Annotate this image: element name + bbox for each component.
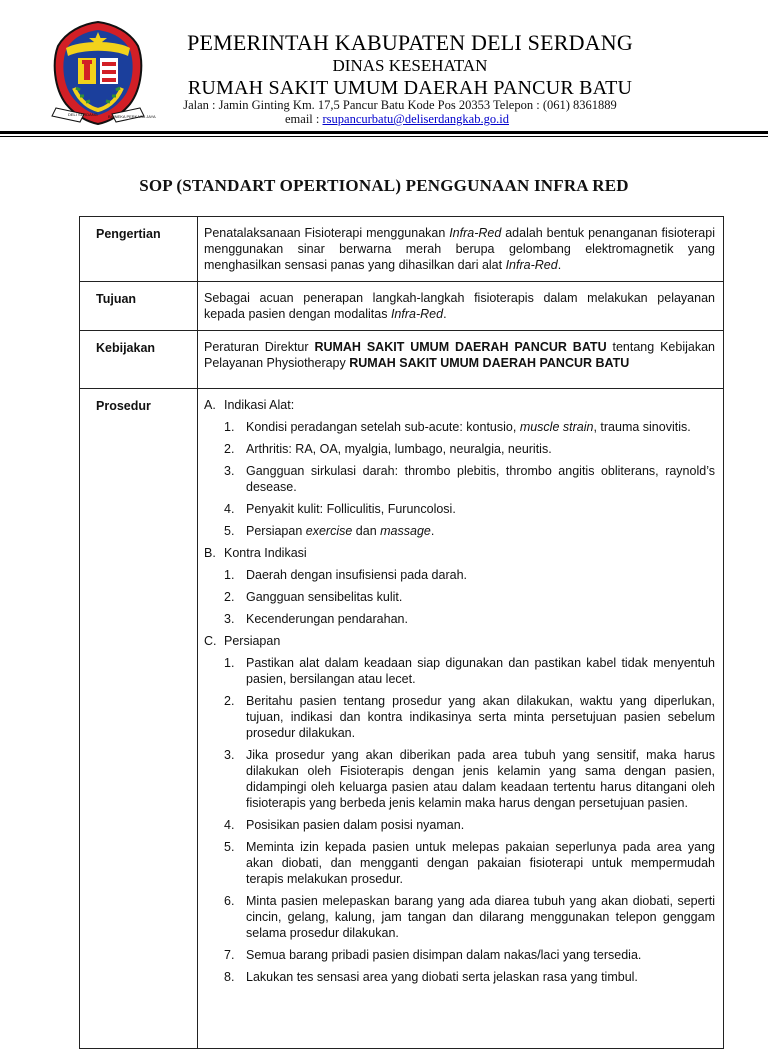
letterhead-government: PEMERINTAH KABUPATEN DELI SERDANG [187, 30, 633, 55]
list-item [224, 611, 715, 627]
item-number: 1. [224, 656, 235, 670]
item-number: 5. [224, 524, 235, 538]
letterhead-department: DINAS KESEHATAN [332, 56, 488, 75]
goal-text-a: Sebagai acuan penerapan langkah-langkah fisioterapis dalam melakukan pelayanan kepada pasien dengan modalitas [204, 291, 715, 321]
list-item [224, 419, 715, 435]
table-row-policy [80, 331, 724, 389]
item-text-a: Persiapan [246, 524, 306, 538]
item-number: 2. [224, 590, 235, 604]
list-item [224, 839, 715, 887]
item-text-a: Kondisi peradangan setelah sub-acute: kontusio, [246, 420, 520, 434]
document-title: SOP (STANDART OPERTIONAL) PENGGUNAAN INFRA RED [139, 176, 629, 195]
goal-text-b: . [443, 307, 447, 321]
section-title: Indikasi Alat: [224, 398, 295, 412]
label-goal: Tujuan [80, 282, 198, 331]
policy-bold-a: RUMAH SAKIT UMUM DAERAH PANCUR BATU [314, 340, 607, 354]
table-row-goal [80, 282, 724, 331]
item-text [246, 523, 715, 539]
section-letter: A. [204, 398, 216, 412]
section-indications [204, 397, 715, 413]
item-number: 8. [224, 970, 235, 984]
section-letter: B. [204, 546, 216, 560]
item-text: Minta pasien melepaskan barang yang ada diarea tubuh yang akan diobati, seperti cincin, gelang, kalung, jam tangan dan dilarang menggunakan telepon genggam selama prosedur dilakukan. [246, 894, 715, 940]
value-procedure [198, 389, 724, 1049]
item-number: 4. [224, 818, 235, 832]
policy-bold-b: RUMAH SAKIT UMUM DAERAH PANCUR BATU [349, 356, 630, 370]
item-em: muscle strain [519, 420, 594, 434]
table-row-definition [80, 217, 724, 282]
item-number: 6. [224, 894, 235, 908]
email-link[interactable]: rsupancurbatu@deliserdangkab.go.id [322, 112, 509, 126]
list-item [224, 567, 715, 583]
item-number: 1. [224, 568, 235, 582]
seal-ribbon-text: DELI SERDANG [68, 112, 98, 117]
sop-table [79, 216, 724, 1049]
list-item [224, 693, 715, 741]
policy-text-b: tentang Kebijakan Pelayanan Physiotherapy [204, 340, 715, 370]
item-text: Lakukan tes sensasi area yang diobati serta jelaskan rasa yang timbul. [246, 970, 638, 984]
item-text: Pastikan alat dalam keadaan siap digunakan dan pastikan kabel tidak menyentuh pasien, bersilangan atau lecet. [246, 656, 715, 686]
item-text-b: dan [352, 524, 381, 538]
item-number: 4. [224, 502, 235, 516]
definition-em-a: Infra-Red [449, 226, 502, 240]
item-em: exercise [305, 524, 353, 538]
table-row-procedure [80, 389, 724, 1049]
section-title: Persiapan [224, 634, 281, 648]
section-contraindications [204, 545, 715, 561]
letterhead-hospital: RUMAH SAKIT UMUM DAERAH PANCUR BATU [187, 77, 633, 99]
deli-serdang-seal-icon [50, 18, 156, 126]
label-definition: Pengertian [80, 217, 198, 282]
letterhead-address: Jalan : Jamin Ginting Km. 17,5 Pancur Batu Kode Pos 20353 Telepon : (061) 8361889 [183, 98, 617, 112]
list-item [224, 817, 715, 833]
list-item [224, 589, 715, 605]
section-title: Kontra Indikasi [224, 546, 307, 560]
value-goal [198, 282, 724, 331]
list-item [224, 947, 715, 963]
item-number: 3. [224, 464, 235, 478]
item-text: Semua barang pribadi pasien disimpan dalam nakas/laci yang tersedia. [246, 948, 642, 962]
item-text: Gangguan sensibelitas kulit. [246, 590, 403, 604]
list-item [224, 441, 715, 457]
item-text: Posisikan pasien dalam posisi nyaman. [246, 818, 465, 832]
item-number: 7. [224, 948, 235, 962]
seal-motto-text: BHINEKA PERKASA JAYA [108, 114, 156, 119]
item-text: Daerah dengan insufisiensi pada darah. [246, 568, 467, 582]
item-number: 2. [224, 442, 235, 456]
list-item [224, 893, 715, 941]
list-item [224, 655, 715, 687]
item-text: Kecenderungan pendarahan. [246, 612, 408, 626]
item-text: Beritahu pasien tentang prosedur yang akan dilakukan, waktu yang diperlukan, tujuan, indikasi dan kontra indikasinya serta minta persetujuan pasien sebelum prosedur dilakukan. [246, 694, 715, 740]
label-procedure: Prosedur [80, 389, 198, 1049]
item-text-c: . [430, 524, 435, 538]
letterhead-heading [140, 30, 680, 100]
value-policy [198, 331, 724, 389]
value-definition [198, 217, 724, 282]
item-number: 5. [224, 840, 235, 854]
item-text-b: , trauma sinovitis. [593, 420, 691, 434]
section-preparation [204, 633, 715, 649]
header-rule-thick [0, 131, 768, 134]
section-indications-list [224, 419, 715, 539]
list-item [224, 969, 715, 985]
list-item [224, 523, 715, 539]
item-text: Gangguan sirkulasi darah: thrombo plebitis, thrombo angitis obliterans, raynold’s desease. [246, 464, 715, 494]
definition-text-c: . [557, 258, 562, 272]
item-text: Arthritis: RA, OA, myalgia, lumbago, neuralgia, neuritis. [246, 442, 552, 456]
item-em-2: massage [380, 524, 431, 538]
letterhead [0, 0, 768, 135]
header-rule-thin [0, 136, 768, 137]
item-text: Meminta izin kepada pasien untuk melepas pakaian seperlunya pada area yang akan diobati, dan mengganti dengan pakaian fisioterapi untuk mempermudah terapis melakukan prosedur. [246, 840, 715, 886]
item-text: Jika prosedur yang akan diberikan pada area tubuh yang sensitif, maka harus dilakukan oleh Fisioterapis dengan jenis kelamin yang sama dengan pasien, didampingi oleh keluarga pasien atau dalam keadaan tertentu harus ditangani oleh fisioterapis yang berbeda jenis kelamin maka harus dengan persetujuan pasien. [246, 748, 715, 810]
item-number: 2. [224, 694, 235, 708]
list-item [224, 463, 715, 495]
definition-em-b: Infra-Red [505, 258, 558, 272]
section-preparation-list [224, 655, 715, 985]
definition-text-b: adalah bentuk penanganan fisioterapi menggunakan sinar berwarna merah berupa gelombang elektromagnetik yang menghasilkan sensasi panas yang dihasilkan dari alat [204, 226, 715, 272]
list-item [224, 501, 715, 517]
item-number: 1. [224, 420, 235, 434]
definition-text-a: Penatalaksanaan Fisioterapi menggunakan [204, 226, 450, 240]
section-letter: C. [204, 634, 217, 648]
goal-em-a: Infra-Red [390, 307, 444, 321]
letterhead-email-line [285, 112, 509, 127]
item-number: 3. [224, 748, 235, 762]
item-text [246, 419, 715, 435]
list-item [224, 747, 715, 811]
policy-text-a: Peraturan Direktur [204, 340, 315, 354]
label-policy: Kebijakan [80, 331, 198, 389]
item-text: Penyakit kulit: Folliculitis, Furuncolosi. [246, 502, 456, 516]
item-number: 3. [224, 612, 235, 626]
section-contraindications-list [224, 567, 715, 627]
email-label: email : [285, 112, 323, 126]
